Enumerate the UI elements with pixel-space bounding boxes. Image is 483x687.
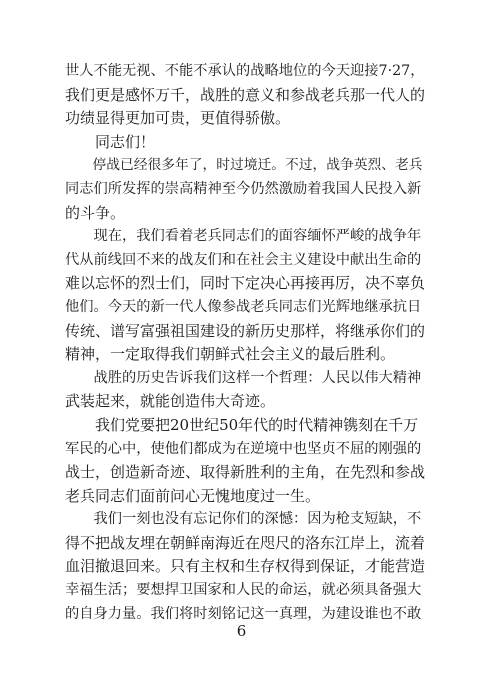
text-line: 我们更是感怀万千，战胜的意义和参战老兵那一代人的 — [65, 85, 426, 104]
text-line: 的自身力量。我们将时刻铭记这一真理，为建设谁也不敢 — [65, 605, 422, 622]
text-line: 现在，我们看着老兵同志们的面容缅怀严峻的战争年 — [65, 228, 422, 245]
text-line: 代从前线回不来的战友们和在社会主义建设中献出生命的 — [65, 251, 422, 268]
text-line: 老兵同志们面前问心无愧地度过一生。 — [65, 486, 321, 505]
text-line: 我们党要把20世纪50年代的时代精神镌刻在千万 — [65, 415, 419, 434]
text-line: 世人不能无视、不能不承认的战略地位的今天迎接7·27， — [65, 63, 425, 79]
text-line: 传统、谱写富强祖国建设的新历史那样，将继承你们的 — [65, 321, 426, 340]
text-line: 战胜的历史告诉我们这样一个哲理：人民以伟大精神 — [65, 369, 422, 386]
text-line: 精神，一定取得我们朝鲜式社会主义的最后胜利。 — [65, 345, 396, 364]
text-line: 同志们！ — [65, 132, 156, 151]
text-line: 幸福生活；要想捍卫国家和人民的命运，就必须具备强大 — [65, 582, 422, 599]
text-line: 功绩显得更加可贵，更值得骄傲。 — [65, 109, 291, 128]
page-number: 6 — [236, 622, 247, 640]
text-line: 我们一刻也没有忘记你们的深憾：因为枪支短缺，不 — [65, 511, 422, 528]
text-line: 难以忘怀的烈士们，同时下定决心再接再厉，决不辜负 — [65, 274, 426, 293]
text-line: 血泪撤退回来。只有主权和生存权得到保证，才能营造 — [65, 557, 426, 576]
text-line: 同志们所发挥的崇高精神至今仍然激励着我国人民投入新 — [65, 180, 422, 197]
text-line: 武装起来，就能创造伟大奇迹。 — [65, 392, 276, 411]
text-line: 停战已经很多年了，时过境迁。不过，战争英烈、老兵 — [65, 157, 423, 174]
text-line: 军民的心中，使他们都成为在逆境中也坚贞不屈的刚强的 — [65, 440, 422, 457]
body-text — [65, 60, 425, 626]
text-line: 的斗争。 — [65, 203, 126, 222]
text-line: 得不把战友埋在朝鲜南海近在咫尺的洛东江岸上，流着 — [65, 533, 426, 552]
text-line: 他们。今天的新一代人像参战老兵同志们光辉地继承抗日 — [65, 298, 422, 315]
text-line: 战士，创造新奇迹、取得新胜利的主角，在先烈和参战 — [65, 463, 426, 482]
